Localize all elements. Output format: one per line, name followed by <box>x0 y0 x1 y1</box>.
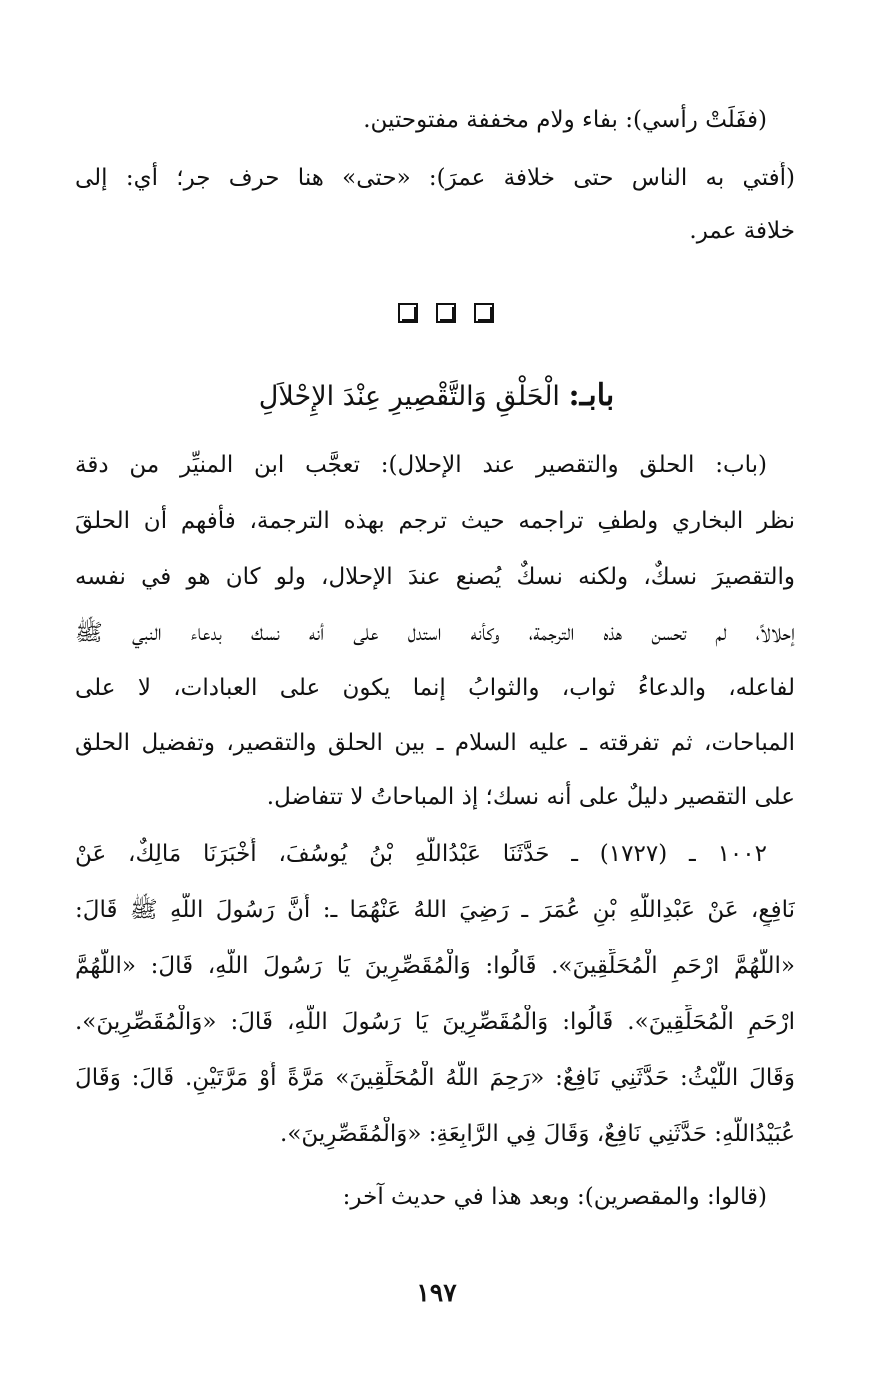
text-line-8: لفاعله، والدعاءُ ثواب، والثوابُ إنما يكون على العبادات، لا على <box>75 675 795 701</box>
chapter-title: الْحَلْقِ وَالتَّقْصِيرِ عِنْدَ الإِحْلاَلِ <box>258 381 560 412</box>
hadith-line-4: ارْحَمِ الْمُحَلِّقِينَ». قَالُوا: وَالْمُقَصِّرِينَ يَا رَسُولَ اللَّهِ، قَالَ: «وَالْمُقَصِّرِينَ». <box>75 1009 795 1035</box>
chapter-heading <box>0 376 873 417</box>
text-line-3: خلافة عمر. <box>689 218 795 244</box>
text-line-11: (قالوا: والمقصرين): وبعد هذا في حديث آخر: <box>342 1184 767 1210</box>
section-separator <box>398 303 494 327</box>
separator-box-icon <box>474 303 494 323</box>
hadith-line-5: وَقَالَ اللَّيْثُ: حَدَّثَنِي نَافِعٌ: «رَحِمَ اللَّهُ الْمُحَلِّقِينَ» مَرَّةً أَوْ مَرَّتَيْنِ. قَالَ: وَقَالَ <box>75 1065 795 1091</box>
separator-box-icon <box>398 303 418 323</box>
text-line-9: المباحات، ثم تفرقته ـ عليه السلام ـ بين الحلق والتقصير، وتفضيل الحلق <box>75 730 795 756</box>
hadith-line-3: «اللَّهُمَّ ارْحَمِ الْمُحَلِّقِينَ». قَالُوا: وَالْمُقَصِّرِينَ يَا رَسُولَ اللَّهِ، قَالَ: «اللَّهُمَّ <box>75 953 795 979</box>
text-line-6: والتقصيرَ نسكٌ، ولكنه نسكٌ يُصنع عندَ الإحلال، ولو كان هو في نفسه <box>75 564 795 590</box>
hadith-line-1: ١٠٠٢ ـ (١٧٢٧) ـ حَدَّثَنَا عَبْدُاللَّهِ بْنُ يُوسُفَ، أَخْبَرَنَا مَالِكٌ، عَنْ <box>75 841 767 867</box>
chapter-label: بابـ: <box>568 378 615 413</box>
text-line-4: (باب: الحلق والتقصير عند الإحلال): تعجَّب ابن المنيِّر من دقة <box>75 452 767 478</box>
text-line-5: نظر البخاري ولطفِ تراجمه حيث ترجم بهذه الترجمة، فأَفهم أن الحلقَ <box>75 508 795 534</box>
separator-box-icon <box>436 303 456 323</box>
text-line-7: إحلالاً، لم تحسن هذه الترجمة، وكأنه استدل على أنه نسك بدعاء النبي ﷺ <box>75 620 795 646</box>
page-number: ١٩٧ <box>416 1278 457 1307</box>
hadith-line-6: عُبَيْدُاللَّهِ: حَدَّثَنِي نَافِعٌ، وَقَالَ فِي الرَّابِعَةِ: «وَالْمُقَصِّرِينَ». <box>280 1121 795 1147</box>
hadith-line-2: نَافِعٍ، عَنْ عَبْدِاللَّهِ بْنِ عُمَرَ ـ رَضِيَ اللهُ عَنْهُمَا ـ: أَنَّ رَسُولَ اللَّهِ ﷺ قَالَ: <box>75 897 795 923</box>
text-line-2: (أُفتي به الناس حتى خلافة عمرَ): «حتى» هنا حرف جر؛ أي: إلى <box>75 165 795 191</box>
text-line-10: على التقصير دليلٌ على أنه نسك؛ إذ المباحاتُ لا تتفاضل. <box>266 784 795 810</box>
text-line-1: (ففَلَتْ رأسي): بفاء ولام مخففة مفتوحتين. <box>363 107 767 133</box>
